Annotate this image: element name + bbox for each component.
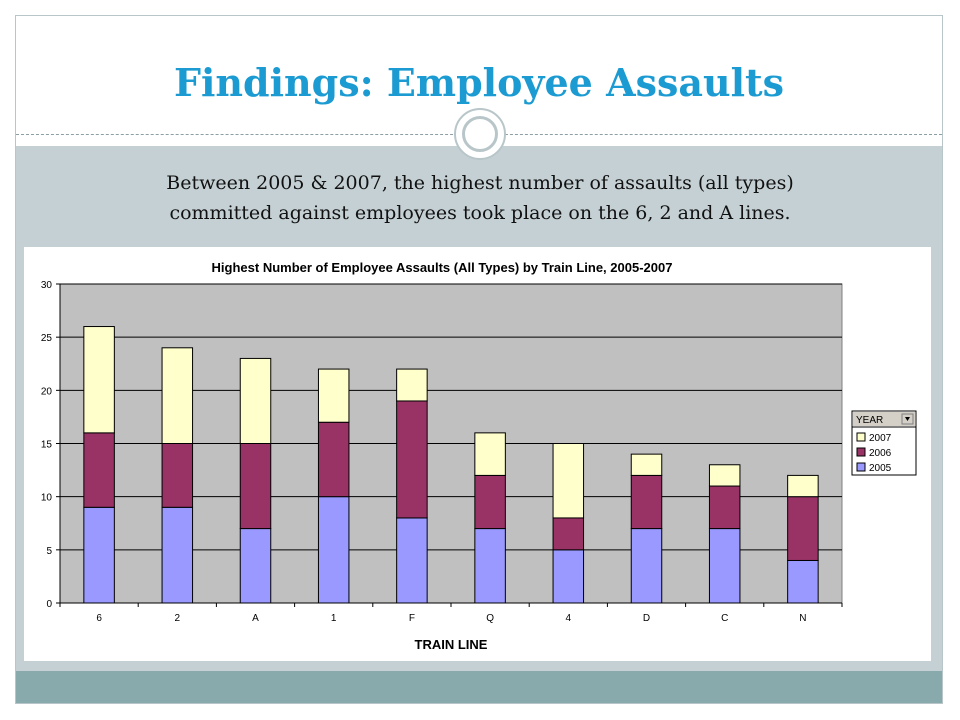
x-axis-label: TRAIN LINE [414, 637, 488, 652]
bar-segment-2007-F [397, 369, 427, 401]
bar-segment-2007-6 [84, 327, 114, 433]
bar-segment-2007-4 [553, 444, 583, 518]
y-tick-label: 10 [40, 492, 52, 504]
legend-swatch-2007 [857, 433, 865, 441]
x-tick-label: Q [486, 613, 494, 624]
bar-segment-2006-2 [162, 444, 192, 508]
bar-segment-2006-D [631, 475, 661, 528]
y-tick-label: 5 [46, 545, 52, 557]
chart-panel [24, 247, 931, 661]
bar-segment-2005-2 [162, 507, 192, 603]
y-tick-label: 25 [40, 333, 52, 345]
bar-segment-2005-1 [318, 497, 348, 603]
chart-legend [852, 411, 916, 475]
bar-segment-2007-N [788, 475, 818, 496]
legend-label-2007: 2007 [869, 433, 892, 444]
x-tick-label: 1 [330, 613, 337, 624]
bar-segment-2006-4 [553, 518, 583, 550]
x-tick-label: A [252, 613, 259, 624]
bar-segment-2007-C [709, 465, 739, 486]
bar-segment-2006-6 [84, 433, 114, 507]
bar-segment-2007-A [240, 358, 270, 443]
bar-segment-2005-Q [475, 529, 505, 603]
bar-segment-2007-Q [475, 433, 505, 476]
x-tick-label: 6 [96, 613, 102, 624]
slide-title: Findings: Employee Assaults [174, 60, 784, 105]
subtitle [56, 168, 904, 228]
subtitle-line-2: committed against employees took place on the 6, 2 and A lines. [169, 202, 791, 224]
bar-segment-2006-A [240, 444, 270, 529]
bar-segment-2006-C [709, 486, 739, 529]
x-tick-label: D [642, 613, 651, 624]
x-tick-label: F [408, 613, 415, 624]
bar-segment-2006-Q [475, 475, 505, 528]
bar-segment-2005-A [240, 529, 270, 603]
bar-segment-2005-4 [553, 550, 583, 603]
legend-swatch-2005 [857, 463, 865, 471]
bar-segment-2005-N [788, 560, 818, 603]
legend-label-2005: 2005 [869, 463, 892, 474]
x-tick-label: C [721, 613, 729, 624]
divider-ring-inner [462, 116, 498, 152]
legend-title: YEAR [856, 415, 884, 426]
bar-segment-2005-6 [84, 507, 114, 603]
bar-segment-2005-C [709, 529, 739, 603]
slide-frame [15, 15, 943, 704]
bar-segment-2005-F [397, 518, 427, 603]
bar-segment-2005-D [631, 529, 661, 603]
bar-segment-2006-N [788, 497, 818, 561]
chart-title: Highest Number of Employee Assaults (All Types) by Train Line, 2005-2007 [211, 260, 673, 275]
bar-segment-2007-2 [162, 348, 192, 444]
x-tick-label: 2 [174, 613, 181, 624]
y-tick-label: 0 [46, 599, 52, 610]
bar-segment-2006-1 [318, 422, 348, 496]
bar-segment-2007-1 [318, 369, 348, 422]
y-tick-label: 30 [40, 280, 52, 291]
footer-band [16, 671, 942, 704]
y-tick-label: 20 [40, 386, 52, 398]
bar-segment-2007-D [631, 454, 661, 475]
x-tick-label: N [799, 613, 807, 624]
y-tick-label: 15 [40, 439, 52, 451]
legend-swatch-2006 [857, 448, 865, 456]
legend-label-2006: 2006 [869, 448, 892, 459]
chart [24, 247, 931, 661]
divider-ring-icon [454, 108, 506, 160]
bar-segment-2006-F [397, 401, 427, 518]
x-tick-label: 4 [565, 613, 572, 624]
subtitle-line-1: Between 2005 & 2007, the highest number of assaults (all types) [166, 172, 794, 194]
